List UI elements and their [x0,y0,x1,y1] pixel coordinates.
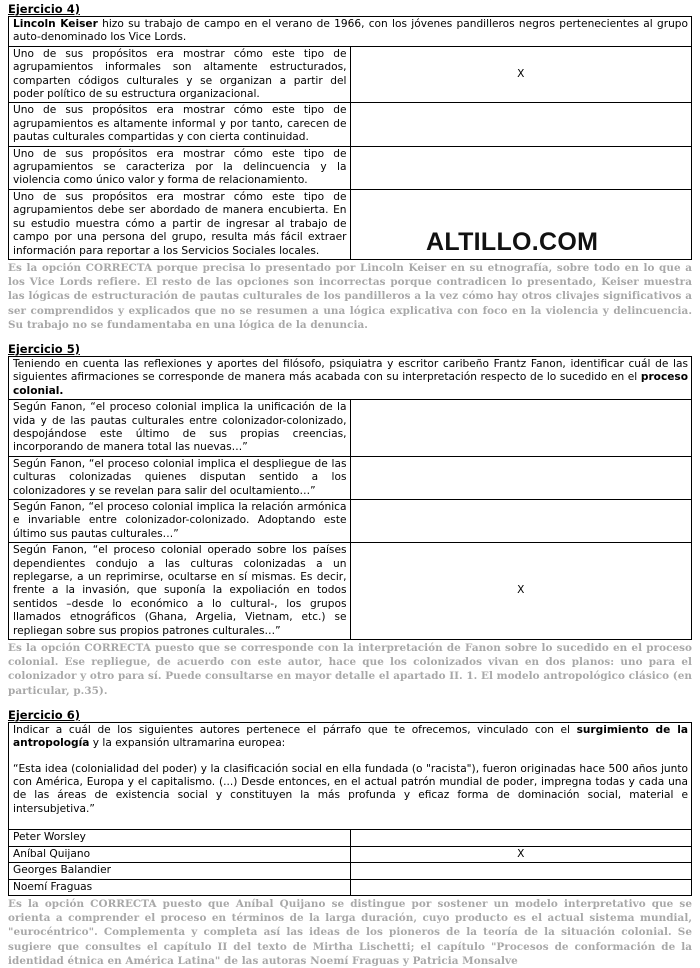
exercise-4-stem-bold: Lincoln Keiser [13,18,98,30]
option-row [9,499,692,542]
option-row [9,846,692,862]
option-mark: X [350,846,692,862]
option-text: Georges Balandier [9,863,351,879]
option-mark [350,146,692,189]
option-text: Según Fanon, “el proceso colonial operado sobre los países dependientes condujo a las culturas colonizadas a un replegarse, a un reprimirse, ocultarse en sí mismas. Es decir, frente a la invasión, que suponía la expoliación en todos sentidos –desde lo económico a lo cultural-, los grupos llamados etnográficos (Ghana, Argelia, Vietnam, etc.) se repliegan sobre sus propios patrones culturales…” [9,543,351,640]
exercise-5-stem [9,356,692,399]
option-row [9,400,692,457]
exercise-6-quote: “Esta idea (colonialidad del poder) y la clasificación social en ella fundada (o "racista"), fueron originadas hace 500 años junto con América, Europa y el capitalismo. (...) Desde entonces, en el actual patrón mundial de poder, impregna todas y cada una de las áreas de existencia social y constituyen la más profunda y eficaz forma de dominación social, material e intersubjetiva.” [13,762,688,815]
exercise-6-explanation: Es la opción CORRECTA puesto que Aníbal Quijano se distingue por sostener un modelo interpretativo que se orienta a comprender el proceso en términos de la larga duración, cuyo producto es el actual sistema mundial, "eurocéntrico". Complementa y completa así las ideas de los pioneros de la teoría de la situación colonial. Se sugiere que consultes el capítulo II del texto de Mirtha Lischetti; el capítulo "Procesos de conformación de la identidad étnica en América Latina" de las autoras Noemí Fraguas y Patricia Monsalve [8,897,692,967]
option-row [9,863,692,879]
option-text: Según Fanon, “el proceso colonial implica la relación armónica e invariable entre colonizador-colonizado. Adoptando este último sus pautas culturales…” [9,499,351,542]
option-text: Según Fanon, “el proceso colonial implica la unificación de la vida y de las pautas culturales entre colonizador-colonizado, despojándose este último de sus propias creencias, incorporando de manera total las nuevas…” [9,400,351,457]
option-text: Uno de sus propósitos era mostrar cómo este tipo de agrupamientos se caracteriza por la delincuencia y la violencia como único valor y forma de relacionamiento. [9,146,351,189]
option-mark: X [350,46,692,103]
exercise-4-stem [9,17,692,47]
document-page [8,2,692,968]
exercise-5-stem-text: Teniendo en cuenta las reflexiones y aportes del filósofo, psiquiatra y escritor caribeño Frantz Fanon, identificar cuál de las siguientes afirmaciones se corresponde de manera más acabada con su interpretación respecto de lo sucedido en el [13,357,688,384]
option-mark: X [350,543,692,640]
option-mark [350,456,692,499]
option-text: Según Fanon, “el proceso colonial implica el despliegue de las culturas colonizadas quienes disputan sentido a los colonizadores y se revelan para salir del ocultamiento…” [9,456,351,499]
option-text: Noemí Fraguas [9,879,351,895]
option-mark [350,400,692,457]
exercise-6-table [8,722,692,896]
option-row [9,146,692,189]
exercise-4-title: Ejercicio 4) [8,2,80,16]
option-row [9,543,692,640]
option-text: Uno de sus propósitos era mostrar cómo este tipo de agrupamientos debe ser abordado de manera encubierta. En su estudio muestra cómo a partir de ingresar al trabajo de campo por una persona del grupo, resulta más fácil extraer información para reportar a los Servicios Sociales locales. [9,189,351,259]
option-row [9,830,692,846]
option-text: Aníbal Quijano [9,846,351,862]
option-text: Uno de sus propósitos era mostrar cómo este tipo de agrupamientos informales son altamente estructurados, comparten códigos culturales y se organizan a partir del poder político de su estructura organizacional. [9,46,351,103]
option-mark [350,830,692,846]
exercise-6-stem-text: Indicar a cuál de los siguientes autores pertenece el párrafo que te ofrecemos, vinculado con el [13,723,577,736]
exercise-5-stem-bold: proceso colonial. [13,371,688,397]
exercise-6-stem [9,722,692,829]
exercise-6-stem-end: y la expansión ultramarina europea: [89,737,286,750]
option-mark [350,103,692,146]
exercise-5-title: Ejercicio 5) [8,341,80,356]
exercise-4-stem-text: hizo su trabajo de campo en el verano de 1966, con los jóvenes pandilleros negros pertenecientes al grupo auto-denominado los Vice Lords. [13,18,689,44]
option-mark [350,863,692,879]
option-row [9,103,692,146]
exercise-5-explanation: Es la opción CORRECTA puesto que se corresponde con la interpretación de Fanon sobre lo sucedido en el proceso colonial. Ese repliegue, de acuerdo con este autor, hace que los colonizados vivan en dos planos: uno para el colonizador y otro para sí. Puede consultarse en mayor detalle el apartado II. 1. El modelo antropológico clásico (en particular, p.35). [8,642,692,697]
option-mark [350,499,692,542]
exercise-4-explanation: Es la opción CORRECTA porque precisa lo presentado por Lincoln Keiser en su etnografía, sobre todo en lo que a los Vice Lords refiere. El resto de las opciones son incorrectas porque contradicen lo presentado, Keiser muestra las lógicas de estructuración de pautas culturales de los pandilleros a la vez cómo hay otros clivajes significativos a ser comprendidos y explicados que no se resumen a una lógica explicativa con foco en la violencia y delincuencia. Su trabajo no se fundamentaba en una lógica de la denuncia. [8,261,692,331]
option-text: Peter Worsley [9,830,351,846]
watermark-logo: ALTILLO.COM [426,228,599,256]
option-row [9,879,692,895]
option-row [9,46,692,103]
exercise-4-table [8,16,692,260]
option-text: Uno de sus propósitos era mostrar cómo este tipo de agrupamientos es altamente informal y por tanto, carecen de pautas culturales compartidas y con cierta continuidad. [9,103,351,146]
exercise-5-table [8,356,692,640]
exercise-6-title: Ejercicio 6) [8,707,80,722]
exercise-6-stem-bold: surgimiento de la antropología [13,723,688,750]
option-row [9,456,692,499]
option-mark [350,879,692,895]
